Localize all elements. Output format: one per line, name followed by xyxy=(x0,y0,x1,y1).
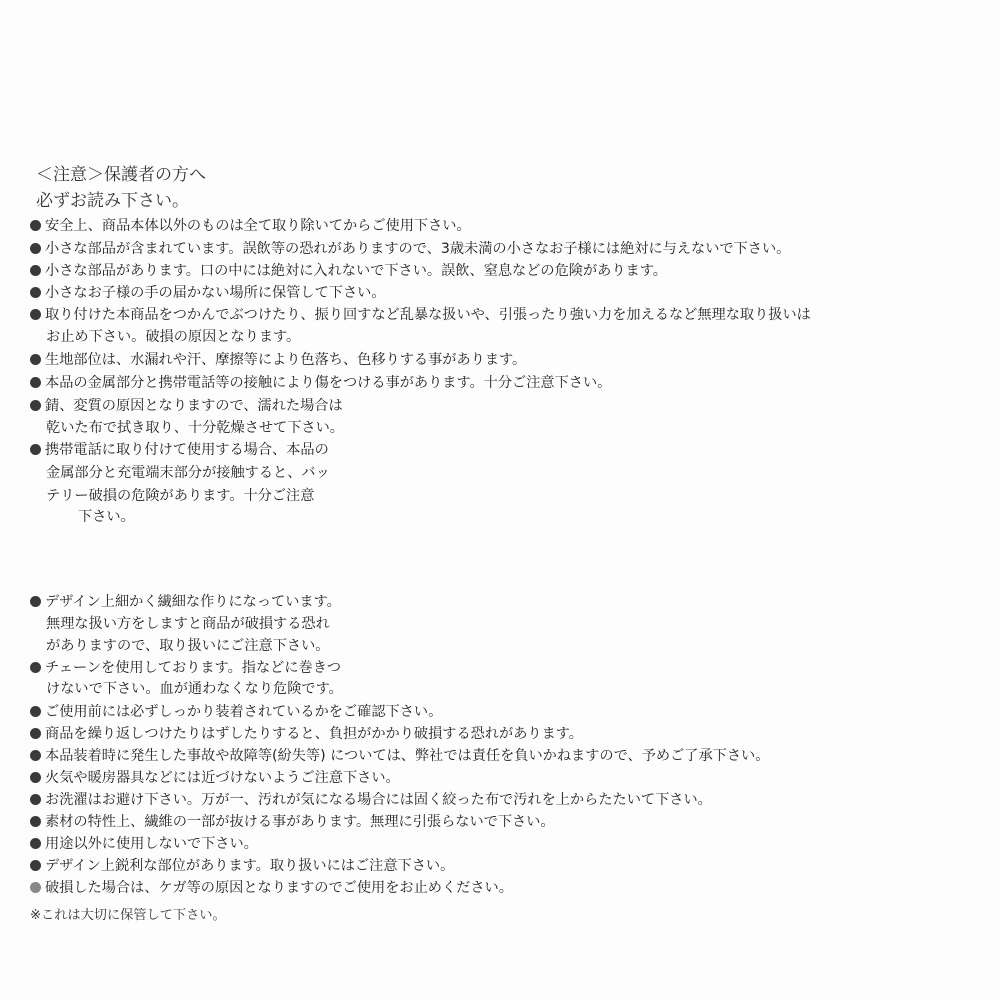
bullet-icon xyxy=(30,882,41,893)
bullet-icon xyxy=(30,750,41,761)
bullet-icon xyxy=(30,243,41,254)
caution-item-continued: 金属部分と充電端末部分が接触すると、バッ xyxy=(46,465,330,481)
bullet-icon xyxy=(30,794,41,805)
caution-subheading: 必ずお読み下さい。 xyxy=(36,191,189,211)
caution-item-continued: がありますので、取り扱いにご注意下さい。 xyxy=(46,638,330,654)
bullet-icon xyxy=(30,838,41,849)
caution-item: 商品を繰り返しつけたりはずしたりすると、負担がかかり破損する恐れがあります。 xyxy=(30,724,583,744)
caution-item: 火気や暖房器具などには近づけないようご注意下さい。 xyxy=(30,768,400,788)
caution-item: デザイン上細かく繊細な作りになっています。 xyxy=(30,592,341,612)
bullet-icon xyxy=(30,377,41,388)
caution-item-continued: テリー破損の危険があります。十分ご注意 xyxy=(46,488,315,504)
storage-note: ※これは大切に保管して下さい。 xyxy=(30,908,226,923)
caution-item: 安全上、商品本体以外のものは全て取り除いてからご使用下さい。 xyxy=(30,216,471,236)
caution-heading: ＜注意＞保護者の方へ xyxy=(36,165,206,185)
caution-item: 錆、変質の原因となりますので、濡れた場合は xyxy=(30,396,343,416)
caution-item: 小さな部品が含まれています。誤飲等の恐れがありますので、3歳未満の小さなお子様には絶対に与えないで下さい。 xyxy=(30,239,790,259)
bullet-icon xyxy=(30,772,41,783)
bullet-icon xyxy=(30,662,41,673)
caution-item: ご使用前には必ずしっかり装着されているかをご確認下さい。 xyxy=(30,702,442,722)
caution-item: 本品の金属部分と携帯電話等の接触により傷をつける事があります。十分ご注意下さい。 xyxy=(30,373,611,393)
caution-item: 小さな部品があります。口の中には絶対に入れないで下さい。誤飲、窒息などの危険があります。 xyxy=(30,261,667,281)
caution-item: 取り付けた本商品をつかんでぶつけたり、振り回すなど乱暴な扱いや、引張ったり強い力を加えるなど無理な取り扱いは xyxy=(30,305,811,325)
caution-item: 素材の特性上、繊維の一部が抜ける事があります。無理に引張らないで下さい。 xyxy=(30,812,555,832)
caution-item: 生地部位は、水漏れや汗、摩擦等により色落ち、色移りする事があります。 xyxy=(30,350,526,370)
bullet-icon xyxy=(30,354,41,365)
caution-item-continued: 乾いた布で拭き取り、十分乾燥させて下さい。 xyxy=(46,420,344,436)
caution-item-continued: お止め下さい。破損の原因となります。 xyxy=(46,329,301,345)
bullet-icon xyxy=(30,400,41,411)
caution-item: デザイン上鋭利な部位があります。取り扱いにはご注意下さい。 xyxy=(30,856,454,876)
bullet-icon xyxy=(30,309,41,320)
caution-item: 用途以外に使用しないで下さい。 xyxy=(30,834,258,854)
caution-item-continued: 下さい。 xyxy=(78,509,135,525)
bullet-icon xyxy=(30,706,41,717)
caution-item-continued: 無理な扱い方をしますと商品が破損する恐れ xyxy=(46,616,330,632)
bullet-icon xyxy=(30,816,41,827)
bullet-icon xyxy=(30,287,41,298)
caution-item: お洗濯はお避け下さい。万が一、汚れが気になる場合には固く絞った布で汚れを上からたたいて下さい。 xyxy=(30,790,712,810)
caution-item-continued: けないで下さい。血が通わなくなり危険です。 xyxy=(46,681,343,697)
bullet-icon xyxy=(30,220,41,231)
caution-item: 携帯電話に取り付けて使用する場合、本品の xyxy=(30,440,329,460)
caution-item: チェーンを使用しております。指などに巻きつ xyxy=(30,658,341,678)
bullet-icon xyxy=(30,596,41,607)
bullet-icon xyxy=(30,444,41,455)
bullet-icon xyxy=(30,265,41,276)
caution-item: 小さなお子様の手の届かない場所に保管して下さい。 xyxy=(30,283,386,303)
bullet-icon xyxy=(30,860,41,871)
bullet-icon xyxy=(30,728,41,739)
caution-item: 本品装着時に発生した事故や故障等(紛失等) については、弊社では責任を負いかねますので、予めご了承下さい。 xyxy=(30,746,769,766)
caution-item: 破損した場合は、ケガ等の原因となりますのでご使用をお止めください。 xyxy=(30,878,513,898)
